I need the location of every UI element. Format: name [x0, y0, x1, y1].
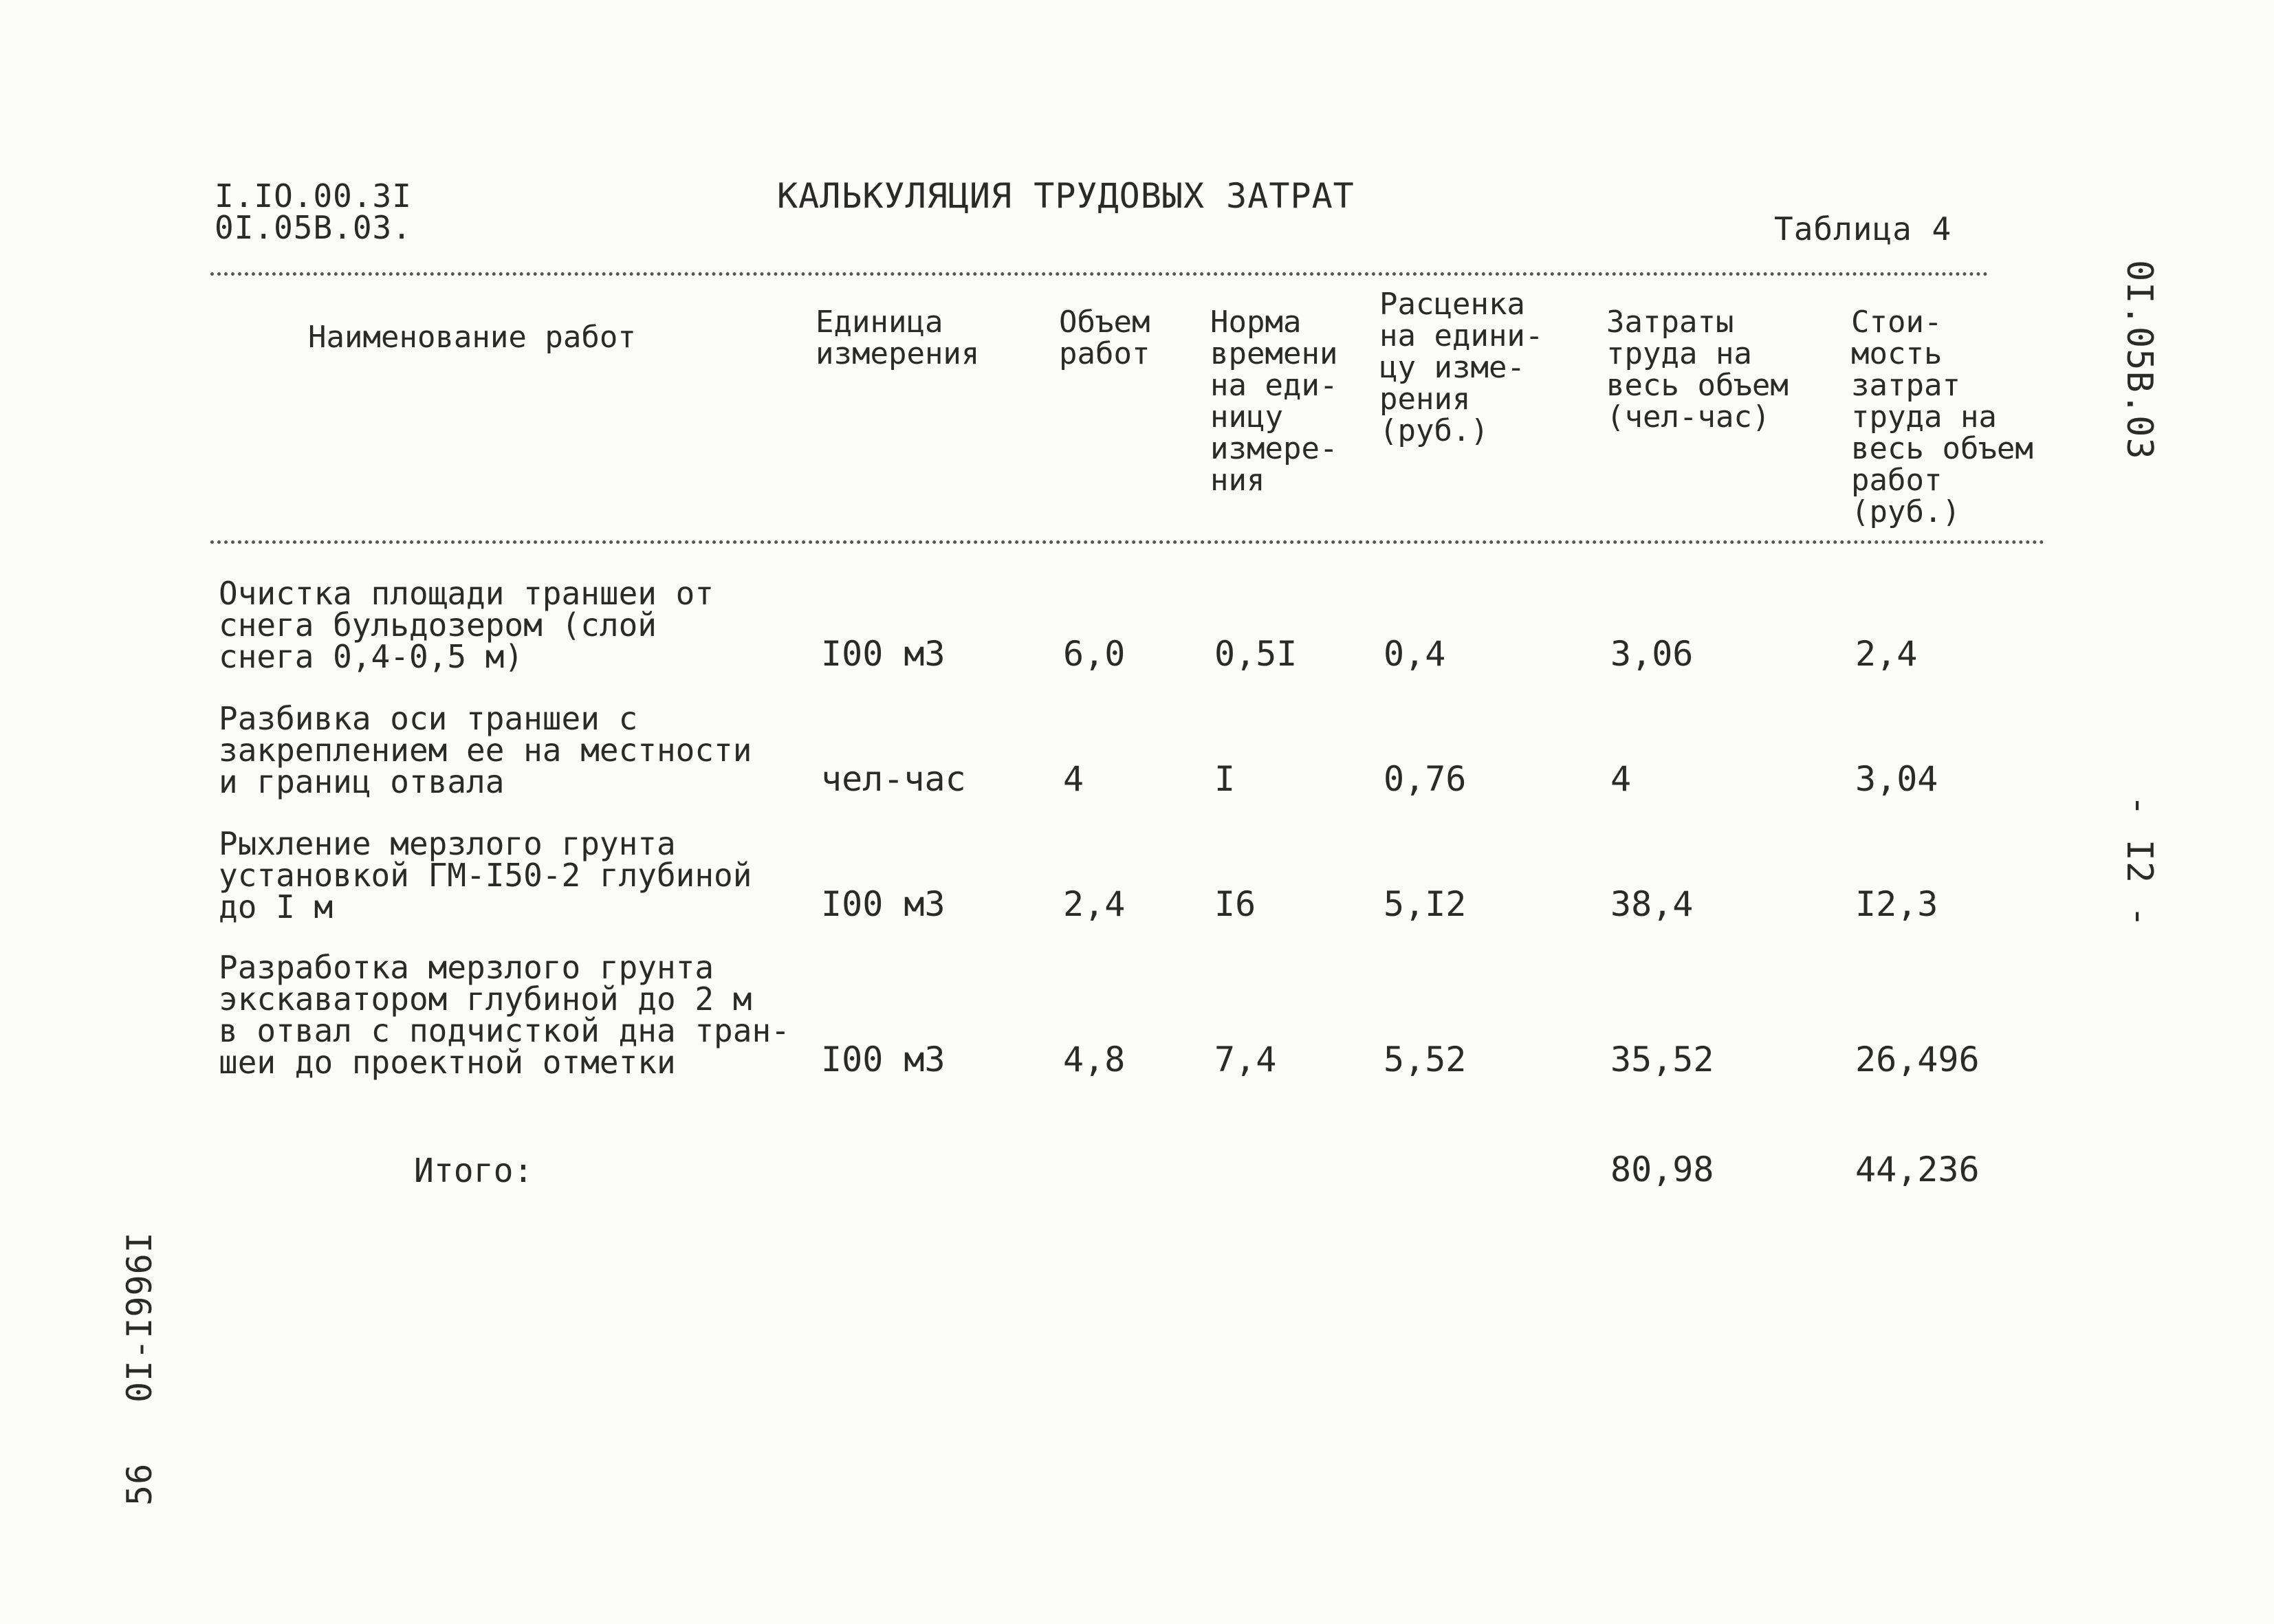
document-title: КАЛЬКУЛЯЦИЯ ТРУДОВЫХ ЗАТРАТ — [777, 176, 1355, 216]
header-bottom-rule — [210, 540, 2045, 544]
row-2-unit: чел-час — [821, 759, 966, 799]
row-3-unit: I00 м3 — [821, 884, 945, 924]
row-1-labor: 3,06 — [1610, 634, 1694, 674]
col-header-labor: Затраты труда на весь объем (чел-час) — [1606, 305, 1789, 435]
row-4-unit: I00 м3 — [821, 1040, 945, 1079]
col-header-name: Наименование работ — [308, 320, 636, 355]
row-4-volume: 4,8 — [1063, 1040, 1126, 1079]
row-2-cost: 3,04 — [1855, 759, 1938, 799]
total-cost: 44,236 — [1855, 1150, 1980, 1189]
row-4-norm: 7,4 — [1214, 1040, 1277, 1079]
table-top-rule — [210, 272, 1989, 276]
col-header-rate: Расценка на едини- цу изме- рения (руб.) — [1379, 287, 1544, 448]
row-2-labor: 4 — [1610, 759, 1632, 799]
row-2-volume: 4 — [1063, 759, 1084, 799]
row-1-unit: I00 м3 — [821, 634, 945, 674]
row-3-volume: 2,4 — [1063, 884, 1126, 924]
document-code-1: I.IO.00.3I — [215, 177, 412, 215]
margin-archive-code: 0I-I996I — [120, 1231, 160, 1403]
col-header-unit: Единица измерения — [816, 305, 980, 371]
margin-archive-number: 56 — [120, 1462, 160, 1506]
row-1-rate: 0,4 — [1384, 634, 1446, 674]
col-header-cost: Стои- мость затрат труда на весь объем работ (руб.) — [1851, 305, 2033, 529]
row-3-cost: I2,3 — [1855, 884, 1938, 924]
col-header-norm: Норма времени на еди- ницу измере- ния — [1210, 305, 1338, 498]
margin-document-code: 0I.05B.03 — [2119, 260, 2160, 460]
row-1-norm: 0,5I — [1214, 634, 1298, 674]
row-1-volume: 6,0 — [1063, 634, 1126, 674]
row-1-cost: 2,4 — [1855, 634, 1918, 674]
row-3-norm: I6 — [1214, 884, 1256, 924]
row-4-cost: 26,496 — [1855, 1040, 1980, 1079]
page-number: - I2 - — [2119, 795, 2160, 928]
row-1-name: Очистка площади траншеи от снега бульдозером (слой снега 0,4-0,5 м) — [219, 575, 714, 675]
row-4-rate: 5,52 — [1384, 1040, 1467, 1079]
document-code-2: 0I.05B.03. — [215, 209, 412, 246]
row-3-labor: 38,4 — [1610, 884, 1694, 924]
total-label: Итого: — [414, 1152, 534, 1190]
total-labor: 80,98 — [1610, 1150, 1714, 1189]
row-3-rate: 5,I2 — [1384, 884, 1467, 924]
col-header-volume: Объем работ — [1059, 305, 1150, 371]
row-4-labor: 35,52 — [1610, 1040, 1714, 1079]
row-2-rate: 0,76 — [1384, 759, 1467, 799]
row-2-name: Разбивка оси траншеи с закреплением ее на местности и границ отвала — [219, 700, 752, 800]
row-2-norm: I — [1214, 759, 1236, 799]
row-3-name: Рыхление мерзлого грунта установкой ГМ-I50-2 глубиной до I м — [219, 825, 752, 925]
table-label: Таблица 4 — [1774, 210, 1952, 248]
row-4-name: Разработка мерзлого грунта экскаватором глубиной до 2 м в отвал с подчисткой дна тран- шеи до проектной отметки — [219, 949, 790, 1081]
